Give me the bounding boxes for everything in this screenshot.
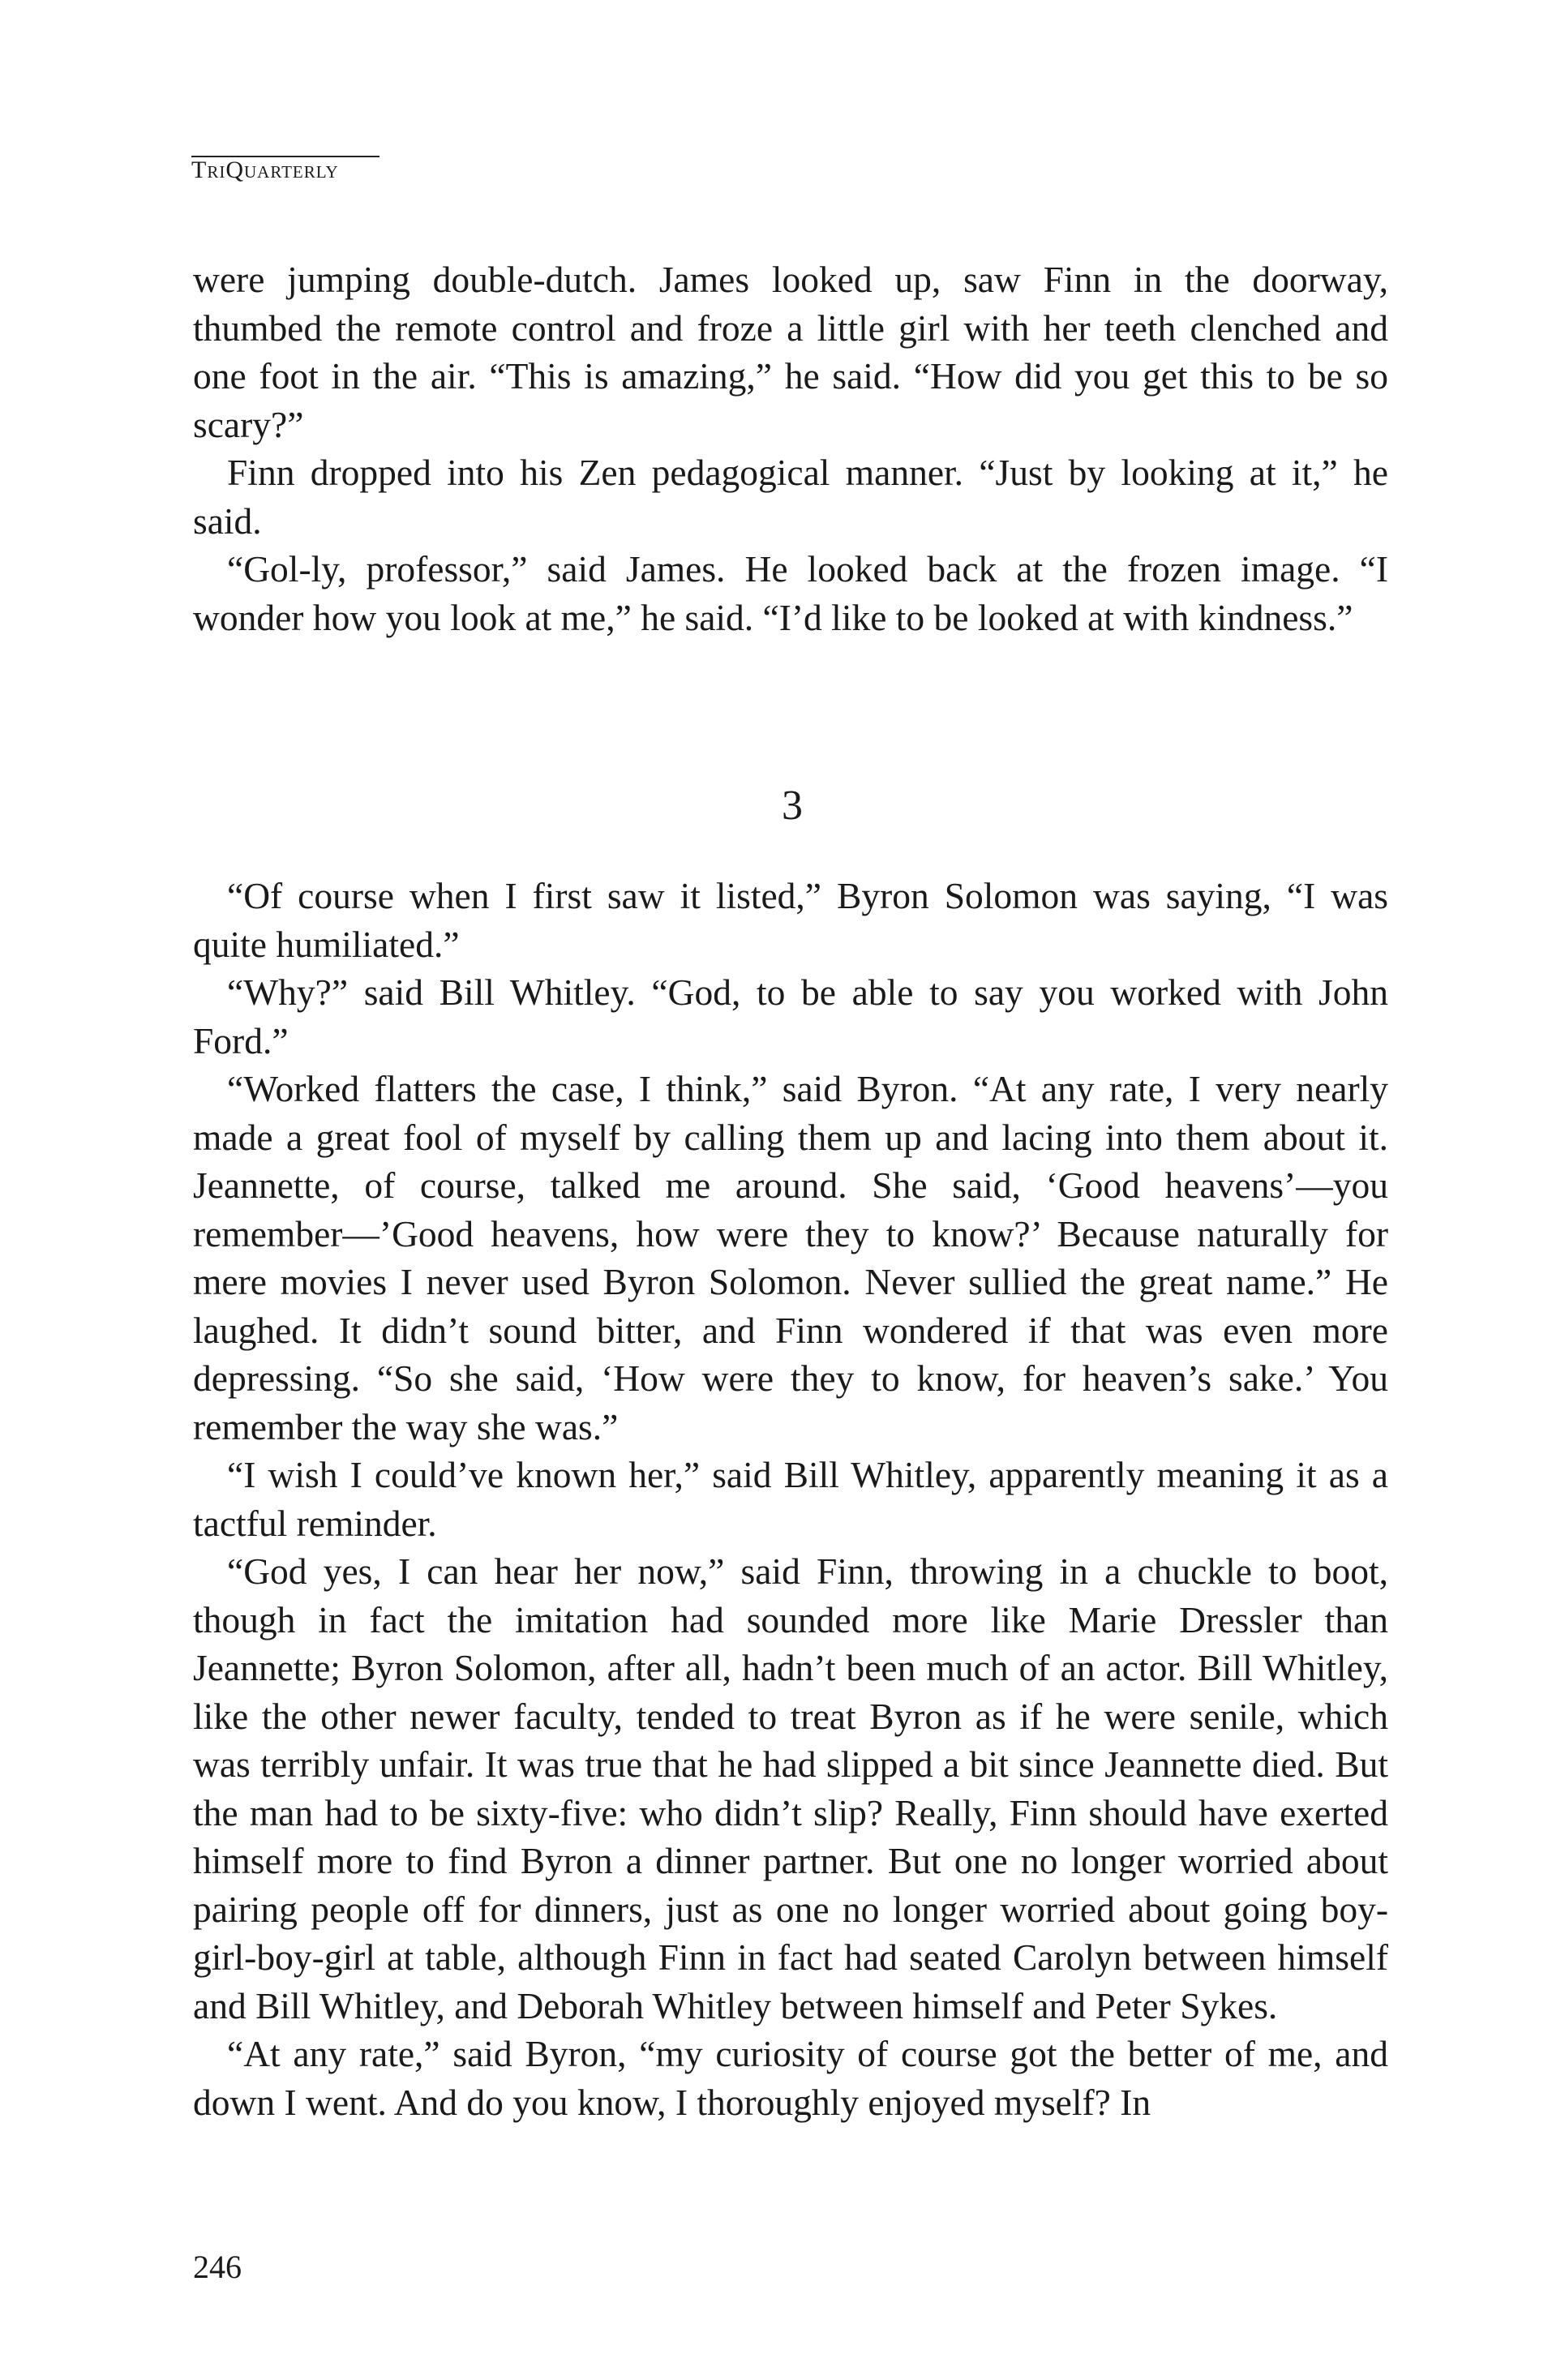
paragraph: “Why?” said Bill Whitley. “God, to be able to say you worked with John Ford.” xyxy=(193,971,1388,1061)
text-block-before-section xyxy=(193,255,1388,641)
paragraph: Finn dropped into his Zen pedagogical manner. “Just by looking at it,” he said. xyxy=(193,452,1388,542)
paragraph: “Of course when I first saw it listed,” Byron Solomon was saying, “I was quite humiliated.” xyxy=(193,875,1388,965)
paragraph: “Worked flatters the case, I think,” said Byron. “At any rate, I very nearly made a great fool of myself by calling them up and lacing into them about it. Jeannette, of course, talked me around. She said, ‘Good heavens’—you remember—’Good heavens, how were they to know?’ Because naturally for mere movies I never used Byron Solomon. Never sullied the great name.” He laughed. It didn’t sound bitter, and Finn wondered if that was even more depressing. “So she said, ‘How were they to know, for heaven’s sake.’ You remember the way she was.” xyxy=(193,1068,1388,1447)
paragraph: “God yes, I can hear her now,” said Finn, throwing in a chuckle to boot, though in fact the imitation had sounded more like Marie Dressler than Jeannette; Byron Solomon, after all, hadn’t been much of an actor. Bill Whitley, like the other newer faculty, tended to treat Byron as if he were senile, which was terribly unfair. It was true that he had slipped a bit since Jeannette died. But the man had to be sixty-five: who didn’t slip? Really, Finn should have exerted himself more to find Byron a dinner partner. But one no longer worried about pairing people off for dinners, just as one no longer worried about going boy-girl-boy-girl at table, although Finn in fact had seated Carolyn between himself and Bill Whitley, and Deborah Whitley between himself and Peter Sykes. xyxy=(193,1550,1388,2026)
text-block-section-3 xyxy=(193,872,1388,2126)
paragraph: “At any rate,” said Byron, “my curiosity of course got the better of me, and down I went. And do you know, I thoroughly enjoyed myself? In xyxy=(193,2033,1388,2123)
section-number: 3 xyxy=(782,783,803,829)
page-number: 246 xyxy=(193,2249,242,2285)
paragraph: “Gol-ly, professor,” said James. He looked back at the frozen image. “I wonder how you look at me,” he said. “I’d like to be looked at with kindness.” xyxy=(193,548,1388,638)
running-head: TriQuarterly xyxy=(191,157,339,183)
paragraph: “I wish I could’ve known her,” said Bill Whitley, apparently meaning it as a tactful reminder. xyxy=(193,1454,1388,1544)
paragraph: were jumping double-dutch. James looked up, saw Finn in the doorway, thumbed the remote control and froze a little girl with her teeth clenched and one foot in the air. “This is amazing,” he said. “How did you get this to be so scary?” xyxy=(193,259,1388,445)
